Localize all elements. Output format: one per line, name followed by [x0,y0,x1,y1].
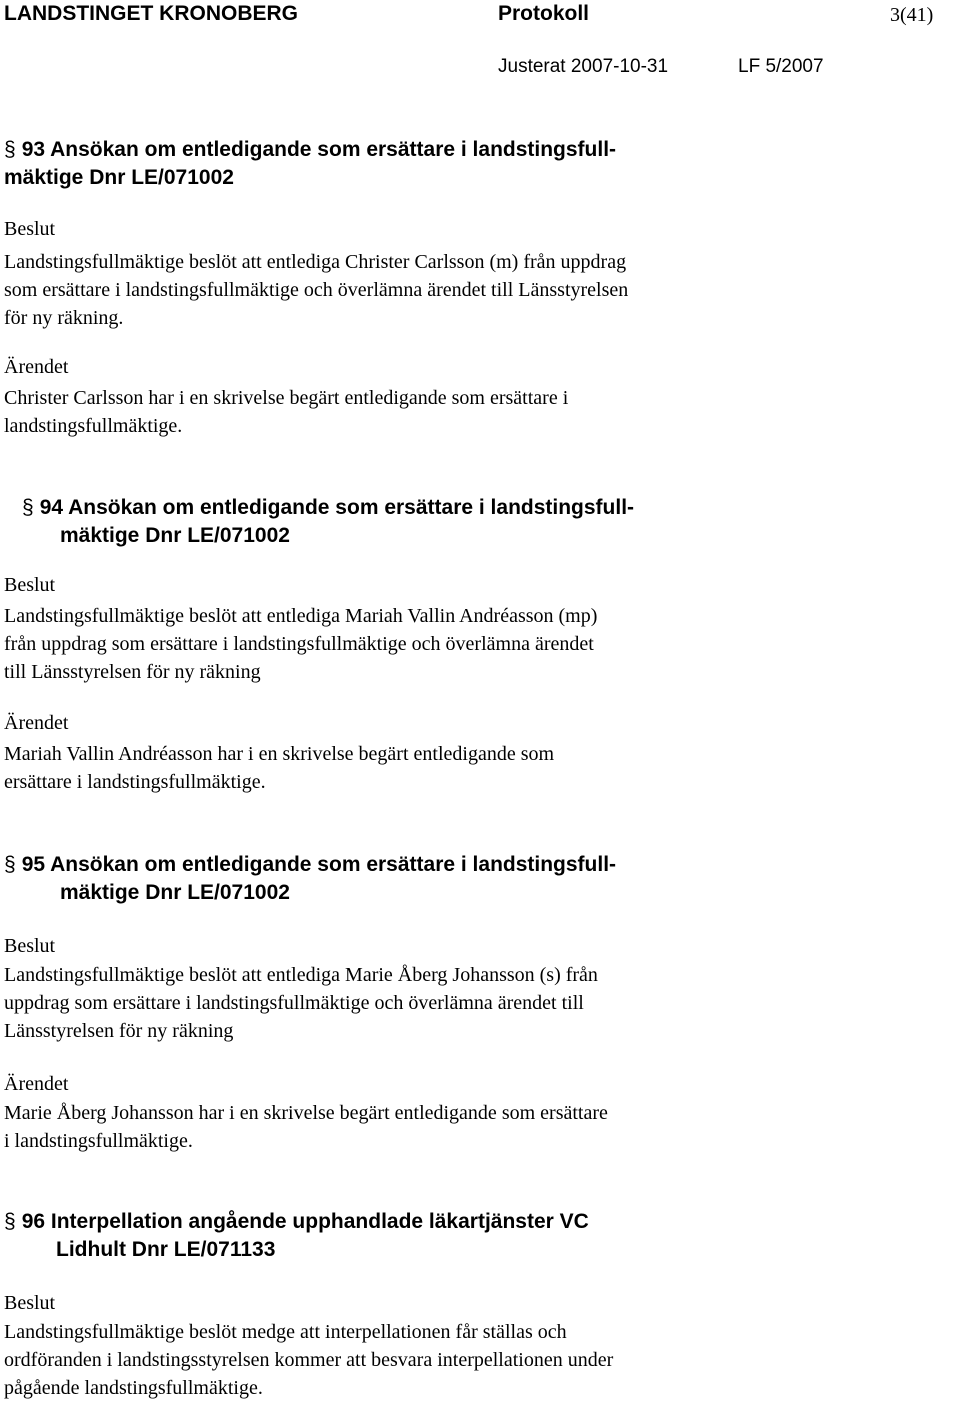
arendet-text [4,384,568,440]
arendet-label: Ärendet [4,356,69,378]
section-title-line: 95 Ansökan om entledigande som ersättare i landstingsfull- [21,853,617,876]
text-line: ordföranden i landstingsstyrelsen kommer att besvara interpellationen under [4,1349,614,1371]
page-number: 3(41) [890,4,934,26]
beslut-text [4,1318,613,1402]
text-line: Landstingsfullmäktige beslöt att entlediga Mariah Vallin Andréasson (mp) [4,605,598,627]
arendet-label: Ärendet [4,712,69,734]
text-line: ersättare i landstingsfullmäktige. [4,771,266,793]
text-line: Landstingsfullmäktige beslöt medge att interpellationen får ställas och [4,1321,567,1343]
text-line: uppdrag som ersättare i landstingsfullmäktige och överlämna ärendet till [4,992,584,1014]
document-type: Protokoll [498,2,590,25]
text-line: från uppdrag som ersättare i landstingsfullmäktige och överlämna ärendet [4,633,594,655]
text-line: till Länsstyrelsen för ny räkning [4,661,261,683]
text-line: Marie Åberg Johansson har i en skrivelse begärt entledigande som ersättare [4,1102,608,1124]
paragraph-symbol: § [4,853,16,876]
organization-name: LANDSTINGET KRONOBERG [4,2,298,25]
text-line: i landstingsfullmäktige. [4,1130,193,1152]
beslut-text [4,602,597,686]
arendet-text [4,1099,608,1155]
text-line: Landstingsfullmäktige beslöt att entlediga Marie Åberg Johansson (s) från [4,964,598,986]
document-reference: LF 5/2007 [738,56,824,77]
section-title [4,1208,589,1264]
paragraph-symbol: § [4,1210,16,1233]
arendet-label: Ärendet [4,1073,69,1095]
section-title [4,136,616,192]
text-line: som ersättare i landstingsfullmäktige och överlämna ärendet till Länsstyrelsen [4,279,629,301]
section-title-line: 93 Ansökan om entledigande som ersättare i landstingsfull- [21,138,617,161]
text-line: landstingsfullmäktige. [4,415,183,437]
text-line: Landstingsfullmäktige beslöt att entlediga Christer Carlsson (m) från uppdrag [4,251,627,273]
section-title-line: mäktige Dnr LE/071002 [60,524,290,547]
paragraph-symbol: § [4,138,16,161]
beslut-text [4,961,598,1045]
text-line: för ny räkning. [4,307,124,329]
beslut-label: Beslut [4,1292,56,1314]
beslut-label: Beslut [4,935,56,957]
text-line: Länsstyrelsen för ny räkning [4,1020,234,1042]
justerat-date: Justerat 2007-10-31 [498,56,669,77]
arendet-text [4,740,554,796]
section-title [22,494,634,550]
text-line: Mariah Vallin Andréasson har i en skrivelse begärt entledigande som [4,743,555,765]
beslut-label: Beslut [4,218,56,240]
section-title-line: Lidhult Dnr LE/071133 [56,1238,276,1261]
section-title-line: 94 Ansökan om entledigande som ersättare i landstingsfull- [39,496,635,519]
text-line: Christer Carlsson har i en skrivelse begärt entledigande som ersättare i [4,387,569,409]
beslut-text [4,248,628,332]
section-title-line: mäktige Dnr LE/071002 [4,166,234,189]
section-title-line: 96 Interpellation angående upphandlade läkartjänster VC [21,1210,589,1233]
text-line: pågående landstingsfullmäktige. [4,1377,263,1399]
paragraph-symbol: § [22,496,34,519]
section-title-line: mäktige Dnr LE/071002 [60,881,290,904]
beslut-label: Beslut [4,574,56,596]
section-title [4,851,616,907]
